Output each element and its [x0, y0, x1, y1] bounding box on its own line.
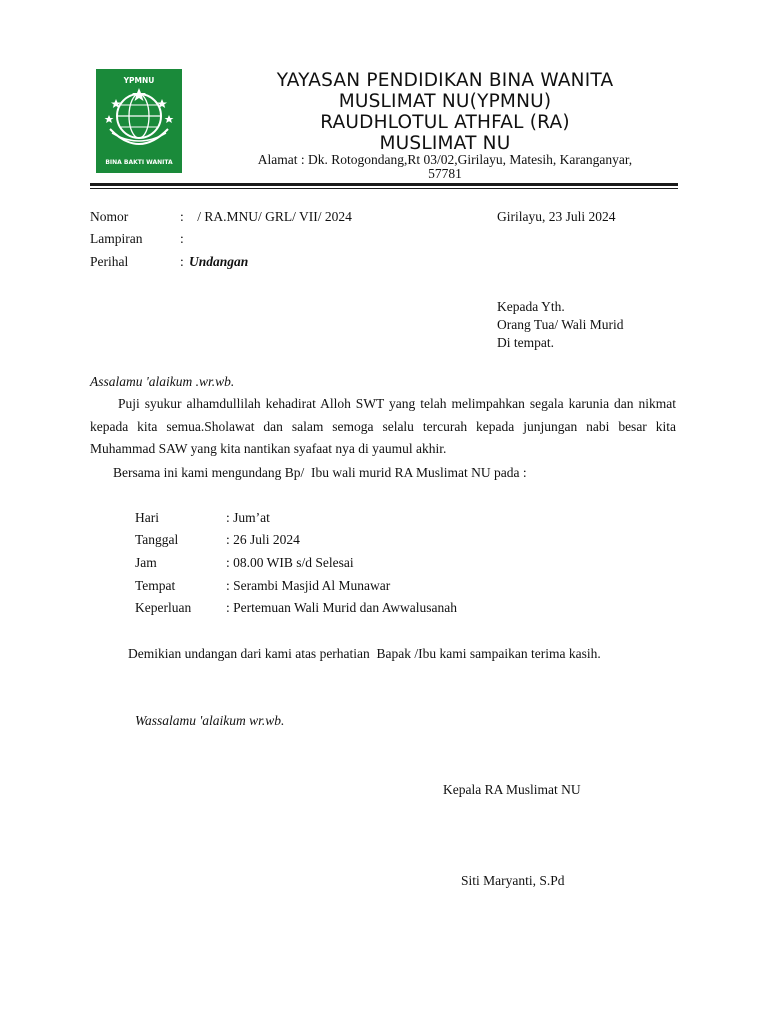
- place-date: Girilayu, 23 Juli 2024: [497, 209, 616, 224]
- detail-value-hari: : Jum’at: [226, 510, 270, 525]
- logo-top-text: YPMNU: [123, 76, 155, 85]
- perihal-value: Undangan: [189, 254, 249, 269]
- closing-salam: Wassalamu 'alaikum wr.wb.: [135, 713, 285, 728]
- body-paragraph-2: Bersama ini kami mengundang Bp/ Ibu wali murid RA Muslimat NU pada :: [113, 465, 527, 480]
- detail-value-jam: : 08.00 WIB s/d Selesai: [226, 555, 354, 570]
- logo-bottom-text: BINA BAKTI WANITA: [105, 159, 173, 166]
- recipient-line-1: Kepada Yth.: [497, 299, 565, 314]
- letterhead-line-3: RAUDHLOTUL ATHFAL (RA): [320, 112, 570, 133]
- body-paragraph-1: Puji syukur alhamdullilah kehadirat Alloh SWT yang telah melimpahkan segala karunia dan nikmat kepada kita semua.Sholawat dan salam semoga selalu tercurah kepada junjungan nabi besar kita Muhammad SAW yang kita nantikan syafaat nya di yaumul akhir.: [90, 396, 676, 457]
- address-line-1: Alamat : Dk. Rotogondang,Rt 03/02,Girilayu, Matesih, Karanganyar,: [257, 152, 633, 167]
- recipient-line-2: Orang Tua/ Wali Murid: [497, 317, 624, 332]
- nomor-value: : / RA.MNU/ GRL/ VII/ 2024: [180, 209, 352, 224]
- letterhead-divider-thin: [90, 188, 678, 189]
- letterhead-divider-thick: [90, 183, 678, 186]
- letterhead-line-2: MUSLIMAT NU(YPMNU): [338, 91, 552, 112]
- detail-label-tempat: Tempat: [135, 578, 176, 593]
- detail-value-tanggal: : 26 Juli 2024: [226, 532, 300, 547]
- perihal-colon: :: [180, 254, 184, 269]
- recipient-line-3: Di tempat.: [497, 335, 554, 350]
- organization-logo-icon: [96, 69, 182, 173]
- letterhead-line-4: MUSLIMAT NU: [379, 133, 511, 154]
- lampiran-value: :: [180, 231, 184, 246]
- detail-label-hari: Hari: [135, 510, 159, 525]
- nomor-label: Nomor: [90, 209, 129, 224]
- detail-value-tempat: : Serambi Masjid Al Munawar: [226, 578, 391, 593]
- signature-name: Siti Maryanti, S.Pd: [461, 873, 565, 888]
- detail-label-keperluan: Keperluan: [135, 600, 192, 615]
- closing-text: Demikian undangan dari kami atas perhatian Bapak /Ibu kami sampaikan terima kasih.: [128, 646, 601, 661]
- address-line-2: 57781: [428, 166, 462, 181]
- lampiran-label: Lampiran: [90, 231, 143, 246]
- perihal-label: Perihal: [90, 254, 129, 269]
- detail-label-jam: Jam: [135, 555, 157, 570]
- letterhead-line-1: YAYASAN PENDIDIKAN BINA WANITA: [276, 70, 614, 91]
- detail-label-tanggal: Tanggal: [135, 532, 179, 547]
- detail-value-keperluan: : Pertemuan Wali Murid dan Awwalusanah: [226, 600, 458, 615]
- signature-title: Kepala RA Muslimat NU: [443, 782, 581, 797]
- opening-greeting: Assalamu 'alaikum .wr.wb.: [90, 374, 235, 389]
